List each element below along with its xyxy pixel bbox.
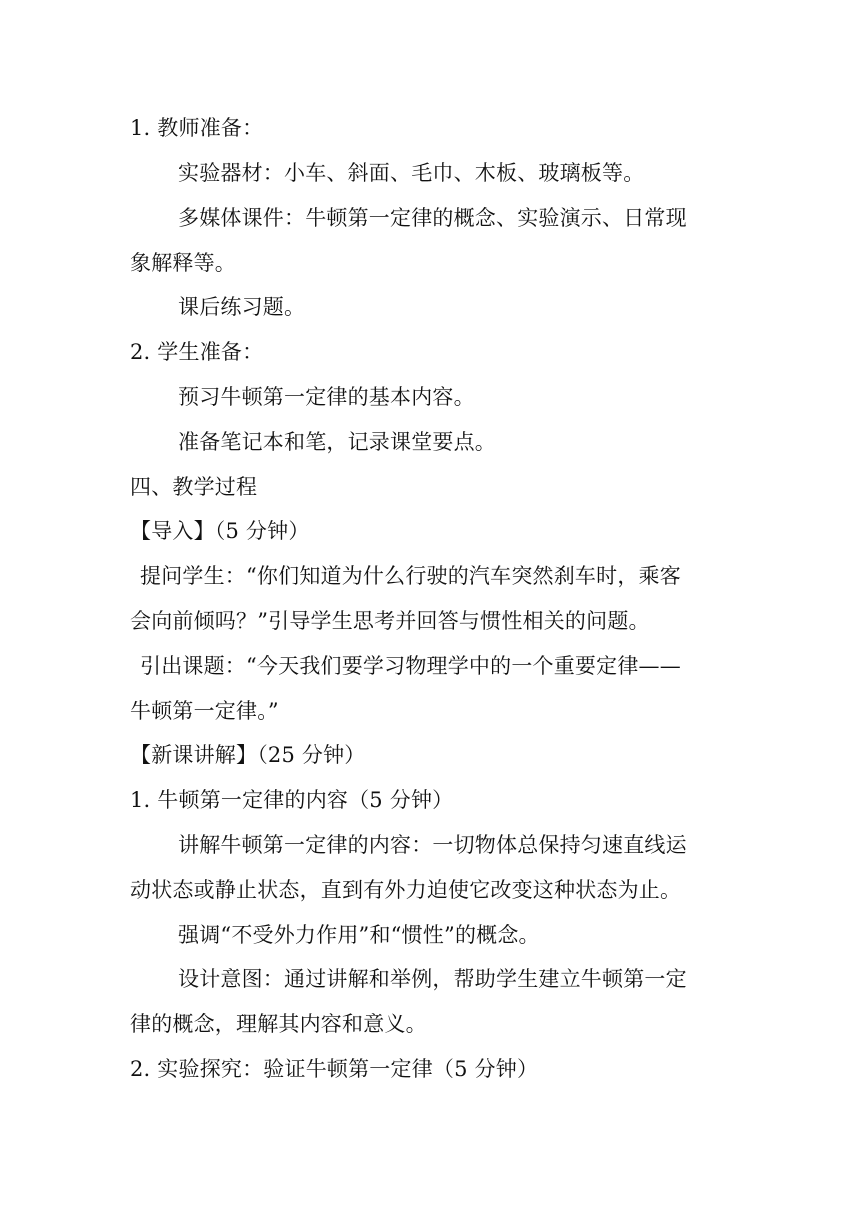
multimedia-line-cont: 象解释等。 [130, 251, 236, 275]
design-intent-line: 设计意图：通过讲解和举例，帮助学生建立牛顿第一定 [178, 967, 687, 991]
preview-line: 预习牛顿第一定律的基本内容。 [178, 385, 475, 409]
question-line: 提问学生：“你们知道为什么行驶的汽车突然刹车时，乘客 [140, 564, 681, 588]
design-intent-line-cont: 律的概念，理解其内容和意义。 [130, 1012, 427, 1036]
experiment-heading: 2. 实验探究：验证牛顿第一定律（5 分钟） [130, 1057, 539, 1081]
lab-equipment-line: 实验器材：小车、斜面、毛巾、木板、玻璃板等。 [178, 161, 645, 185]
emphasis-line: 强调“不受外力作用”和“惯性”的概念。 [178, 923, 540, 947]
multimedia-line: 多媒体课件：牛顿第一定律的概念、实验演示、日常现 [178, 206, 687, 230]
explain-line-cont: 动状态或静止状态，直到有外力迫使它改变这种状态为止。 [130, 878, 682, 902]
new-lesson-heading: 【新课讲解】（25 分钟） [130, 743, 366, 767]
homework-line: 课后练习题。 [178, 295, 306, 319]
student-prep-heading: 2. 学生准备： [130, 340, 264, 364]
topic-line-cont: 牛顿第一定律。” [130, 699, 279, 723]
question-line-cont: 会向前倾吗？”引导学生思考并回答与惯性相关的问题。 [130, 609, 650, 633]
section-heading-teaching-process: 四、教学过程 [130, 475, 258, 499]
teacher-prep-heading: 1. 教师准备： [130, 116, 264, 140]
topic-line: 引出课题：“今天我们要学习物理学中的一个重要定律—— [140, 654, 681, 678]
intro-heading: 【导入】（5 分钟） [130, 519, 310, 543]
notebook-line: 准备笔记本和笔，记录课堂要点。 [178, 430, 496, 454]
newton-law-content-heading: 1. 牛顿第一定律的内容（5 分钟） [130, 788, 454, 812]
explain-line: 讲解牛顿第一定律的内容：一切物体总保持匀速直线运 [178, 833, 687, 857]
